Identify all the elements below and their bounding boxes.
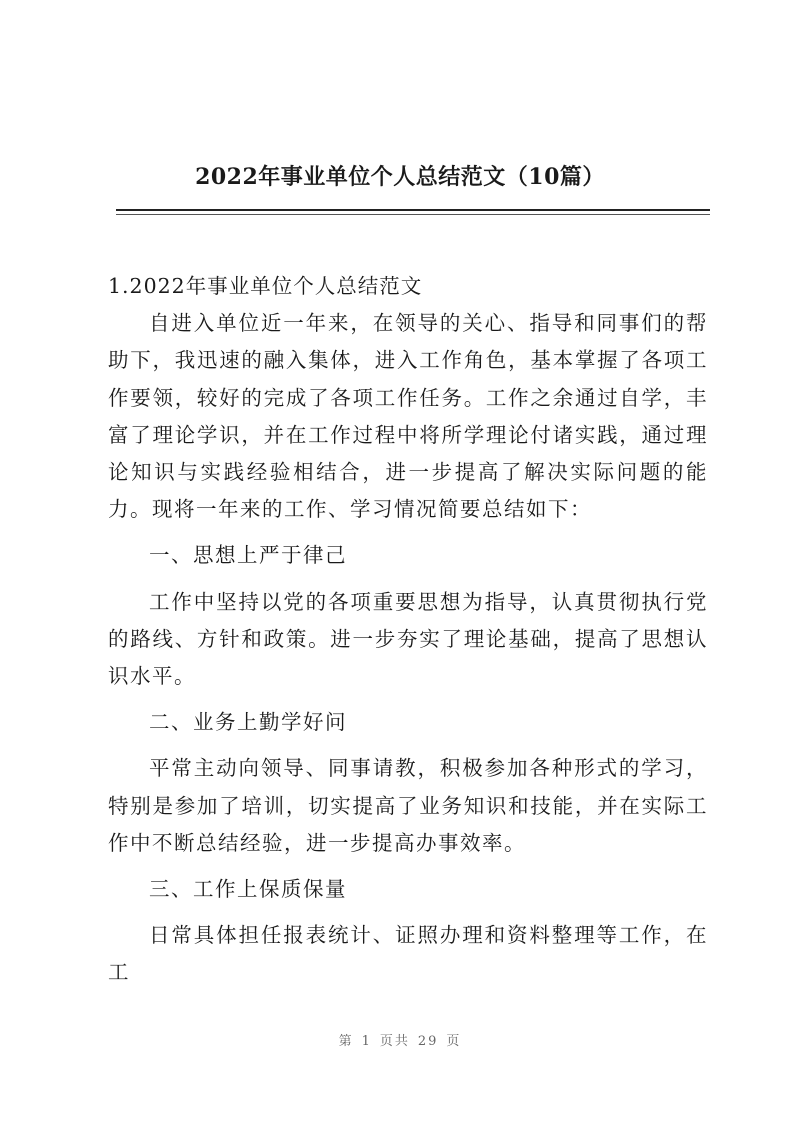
paragraph-work: 日常具体担任报表统计、证照办理和资料整理等工作，在工 — [108, 923, 708, 985]
subheading-thought: 一、思想上严于律己 — [149, 543, 347, 568]
footer-total-pages: 29 — [417, 1034, 439, 1049]
paragraph-intro: 自进入单位近一年来，在领导的关心、指导和同事们的帮助下，我迅速的融入集体，进入工作角色，基本掌握了各项工作要领，较好的完成了各项工作任务。工作之余通过自学，丰富了理论学识，并在工作过程中将所学理论付诸实践，通过理论知识与实践经验相结合，进一步提高了解决实际问题的能力。现将一年来的工作、学习情况简要总结如下： — [108, 311, 708, 522]
page-footer — [0, 1030, 800, 1049]
footer-prefix: 第 — [338, 1034, 354, 1049]
subheading-work: 三、工作上保质保量 — [149, 877, 347, 902]
document-body — [108, 268, 708, 992]
subheading-business: 二、业务上勤学好问 — [149, 710, 347, 735]
title-rule — [116, 209, 710, 211]
document-title: 2022年事业单位个人总结范文（10篇） — [195, 164, 605, 190]
paragraph-thought: 工作中坚持以党的各项重要思想为指导，认真贯彻执行党的路线、方针和政策。进一步夯实了理论基础，提高了思想认识水平。 — [108, 589, 708, 689]
footer-suffix: 页 — [446, 1034, 462, 1049]
footer-page-number: 1 — [361, 1034, 372, 1049]
section-heading: 1.2022年事业单位个人总结范文 — [108, 274, 423, 298]
paragraph-business: 平常主动向领导、同事请教，积极参加各种形式的学习，特别是参加了培训，切实提高了业务知识和技能，并在实际工作中不断总结经验，进一步提高办事效率。 — [108, 756, 708, 855]
title-rule-thin — [116, 214, 710, 215]
footer-middle: 页共 — [379, 1034, 410, 1049]
